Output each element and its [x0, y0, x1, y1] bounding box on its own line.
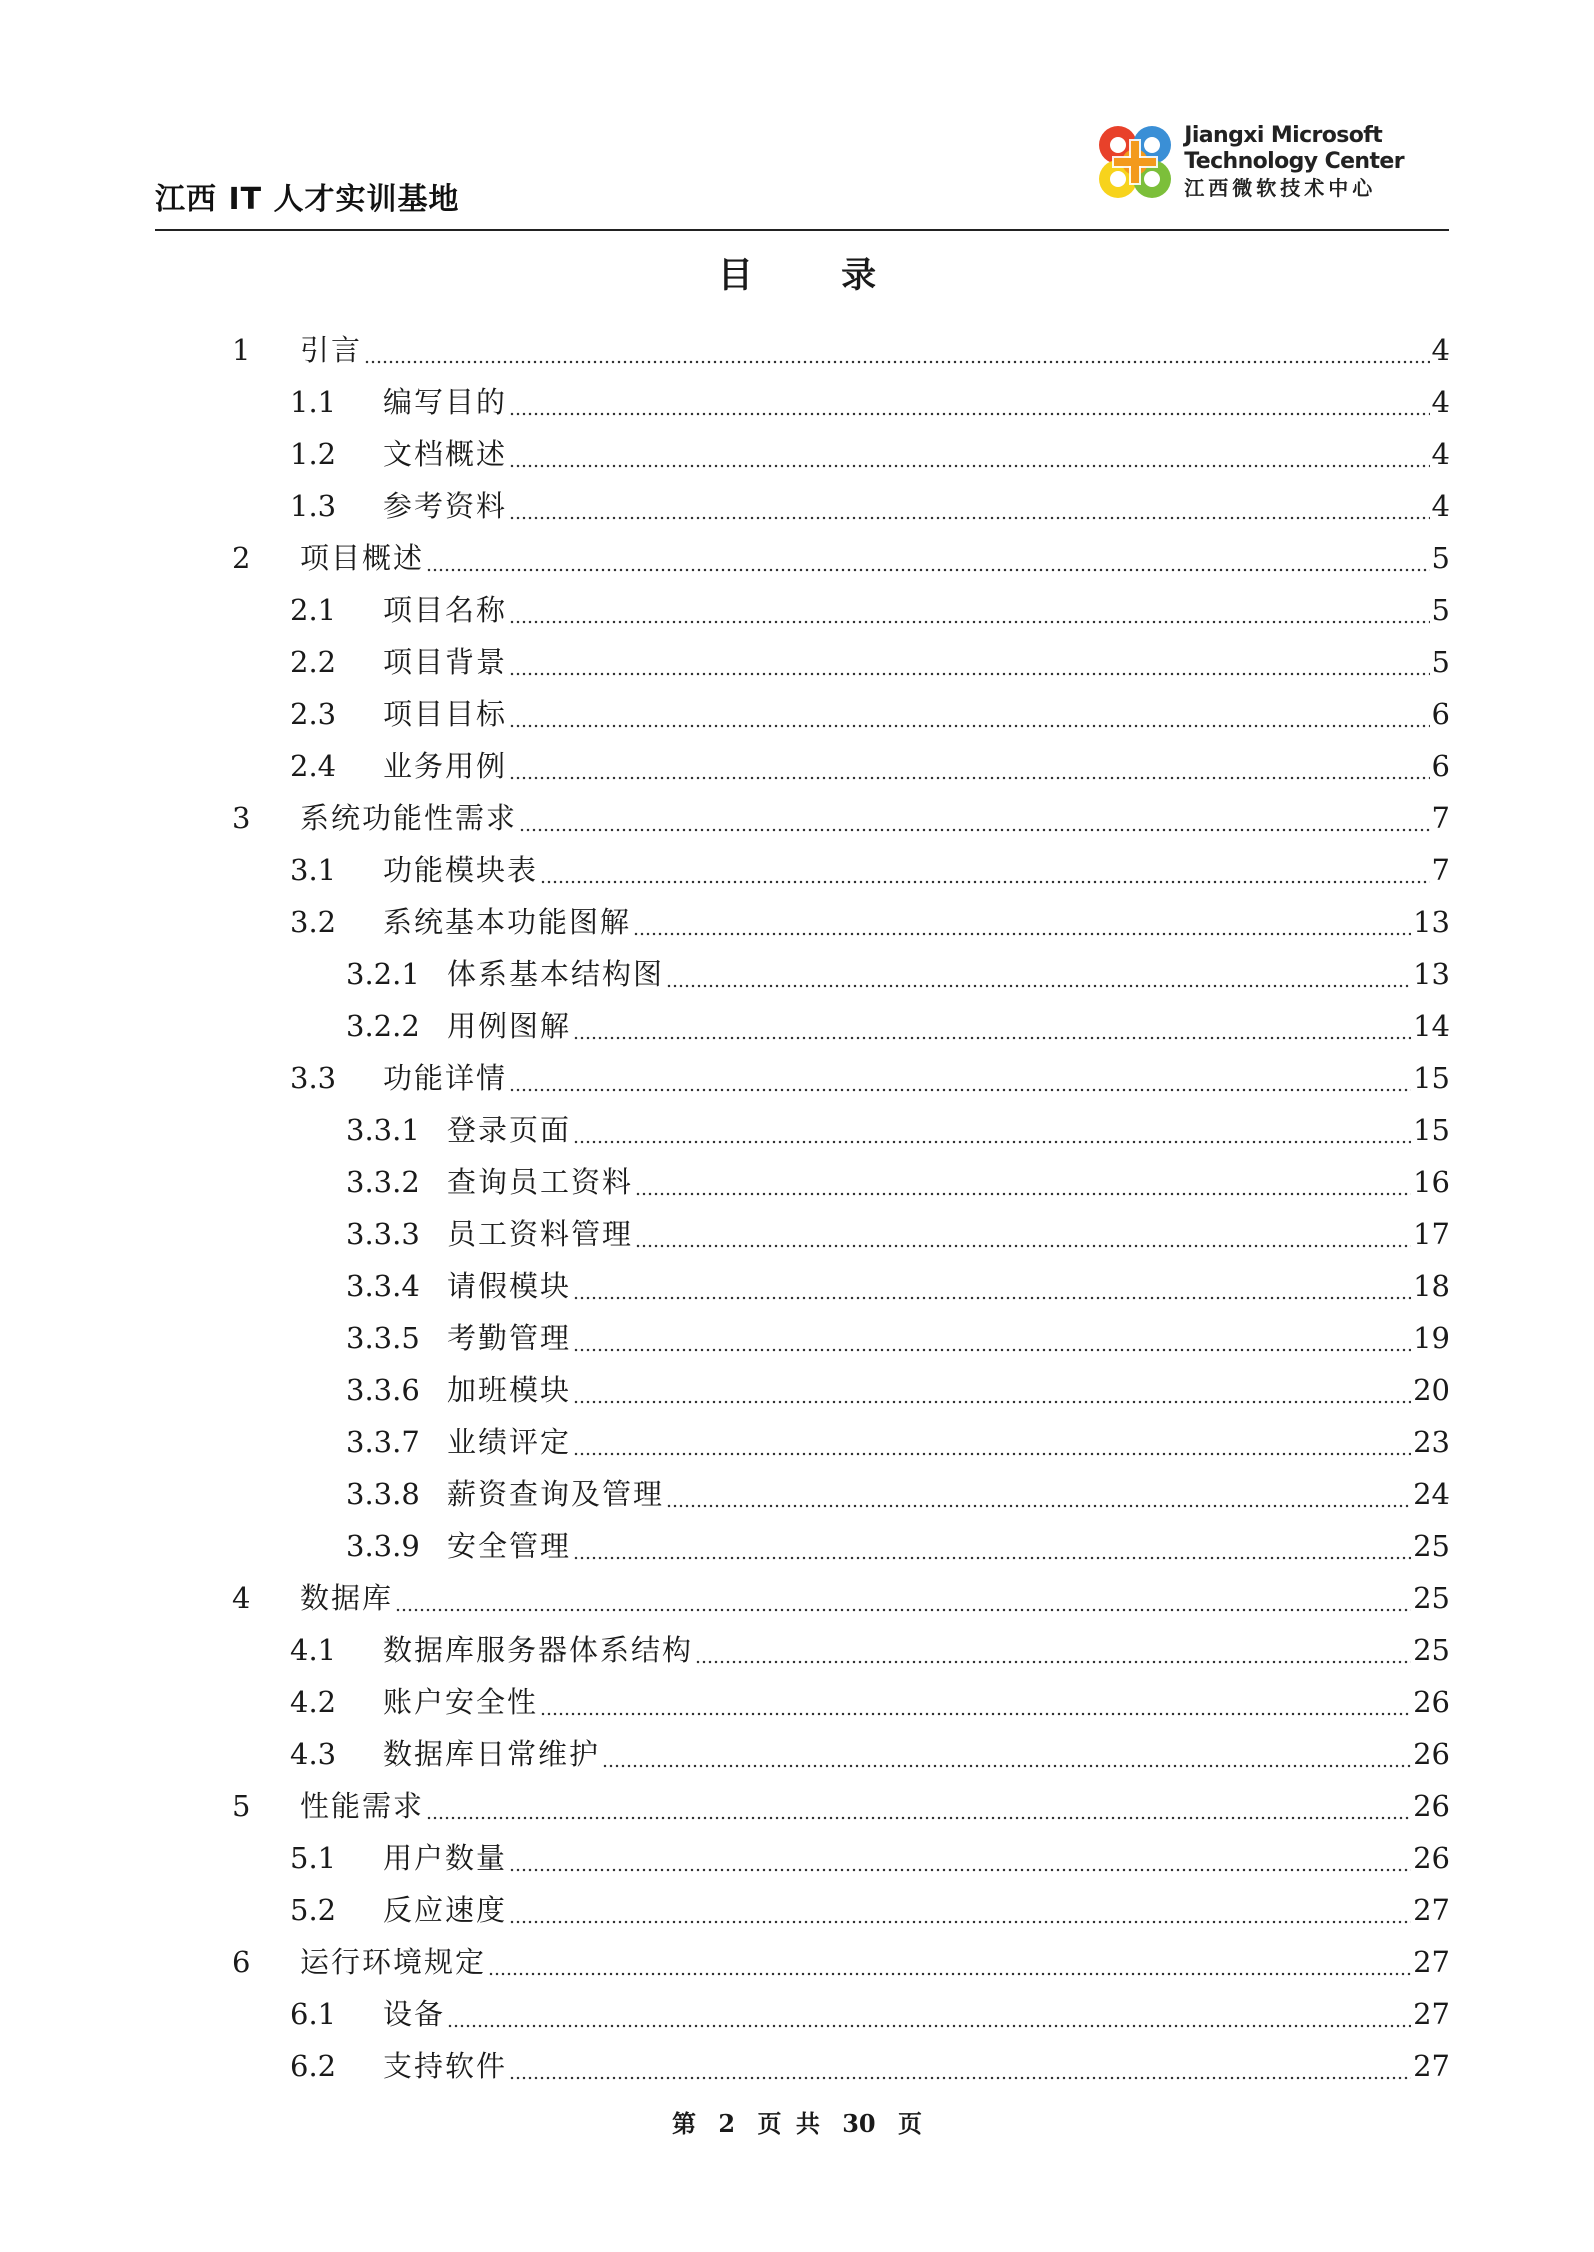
toc-entry-title[interactable]: 数据库日常维护	[383, 1737, 601, 1771]
toc-dot-leader	[573, 1008, 1411, 1044]
toc-dot-leader	[509, 1892, 1411, 1928]
toc-entry-page: 15	[1413, 1113, 1450, 1147]
toc-entry-page: 26	[1413, 1737, 1450, 1771]
toc-entry-title[interactable]: 用例图解	[447, 1009, 572, 1043]
page-footer	[0, 2104, 1594, 2139]
toc-entry-number: 5	[232, 1789, 251, 1823]
toc-entry[interactable]	[290, 836, 1450, 888]
toc-entry-page: 27	[1413, 2049, 1450, 2083]
toc-entry-page: 7	[1431, 801, 1450, 835]
toc-entry-page: 6	[1431, 697, 1450, 731]
toc-entry-title[interactable]: 系统功能性需求	[300, 801, 518, 835]
toc-dot-leader	[509, 696, 1430, 732]
microsoft-center-logo-icon	[1092, 119, 1178, 205]
toc-dot-leader	[426, 540, 1430, 576]
toc-dot-leader	[573, 1320, 1411, 1356]
toc-entry-title[interactable]: 考勤管理	[447, 1321, 572, 1355]
toc-entry-title[interactable]: 系统基本功能图解	[383, 905, 632, 939]
toc-entry-number: 3.3.3	[346, 1217, 420, 1251]
toc-entry-number: 5.2	[290, 1893, 337, 1927]
toc-entry[interactable]	[290, 1044, 1450, 1096]
toc-dot-leader	[509, 592, 1430, 628]
toc-entry[interactable]	[290, 368, 1450, 420]
toc-dot-leader	[602, 1736, 1411, 1772]
toc-entry-title[interactable]: 功能模块表	[383, 853, 539, 887]
toc-entry-number: 3.3.7	[346, 1425, 420, 1459]
toc-entry-number: 3.3.4	[346, 1269, 420, 1303]
footer-suffix: 页	[897, 2109, 922, 2138]
toc-entry-number: 2.3	[290, 697, 337, 731]
toc-dot-leader	[540, 852, 1430, 888]
footer-prefix: 第	[672, 2109, 697, 2138]
toc-entry[interactable]	[290, 472, 1450, 524]
toc-entry[interactable]	[232, 784, 1450, 836]
toc-dot-leader	[573, 1268, 1411, 1304]
toc-dot-leader	[666, 956, 1411, 992]
company-logo	[1092, 116, 1404, 208]
toc-dot-leader	[635, 1164, 1411, 1200]
toc-entry-page: 26	[1413, 1841, 1450, 1875]
toc-dot-leader	[695, 1632, 1411, 1668]
toc-entry-title[interactable]: 数据库	[300, 1581, 394, 1615]
toc-entry[interactable]	[290, 1720, 1450, 1772]
toc-entry-title[interactable]: 薪资查询及管理	[447, 1477, 665, 1511]
toc-entry[interactable]	[290, 732, 1450, 784]
logo-text	[1184, 123, 1404, 201]
toc-dot-leader	[509, 748, 1430, 784]
toc-entry-title[interactable]: 项目目标	[383, 697, 508, 731]
toc-entry-page: 25	[1413, 1581, 1450, 1615]
toc-dot-leader	[509, 1060, 1411, 1096]
toc-entry-number: 4.2	[290, 1685, 337, 1719]
toc-entry-page: 27	[1413, 1893, 1450, 1927]
toc-entry-page: 13	[1413, 957, 1450, 991]
toc-entry[interactable]	[346, 1512, 1450, 1564]
toc-entry-number: 3.3.1	[346, 1113, 420, 1147]
footer-total-pages: 30	[842, 2109, 876, 2138]
toc-entry-page: 24	[1413, 1477, 1450, 1511]
toc-dot-leader	[540, 1684, 1411, 1720]
toc-entry-title[interactable]: 功能详情	[383, 1061, 508, 1095]
toc-entry[interactable]	[346, 1408, 1450, 1460]
toc-entry-page: 5	[1431, 645, 1450, 679]
toc-entry-title[interactable]: 安全管理	[447, 1529, 572, 1563]
toc-dot-leader	[447, 1996, 1411, 2032]
toc-entry-number: 3.3	[290, 1061, 337, 1095]
toc-entry-number: 2.4	[290, 749, 337, 783]
toc-entry[interactable]	[290, 628, 1450, 680]
toc-entry-number: 5.1	[290, 1841, 337, 1875]
toc-entry-page: 5	[1431, 541, 1450, 575]
header-title: 江西 IT 人才实训基地	[155, 182, 460, 217]
toc-dot-leader	[635, 1216, 1411, 1252]
toc-dot-leader	[573, 1424, 1411, 1460]
toc-entry-number: 6	[232, 1945, 251, 1979]
toc-entry-page: 27	[1413, 1997, 1450, 2031]
footer-current-page: 2	[718, 2109, 736, 2138]
toc-entry-title[interactable]: 业绩评定	[447, 1425, 572, 1459]
toc-entry[interactable]	[346, 1200, 1450, 1252]
toc-entry[interactable]	[232, 1928, 1450, 1980]
toc-entry[interactable]	[346, 940, 1450, 992]
toc-entry-page: 15	[1413, 1061, 1450, 1095]
toc-entry-title[interactable]: 项目名称	[383, 593, 508, 627]
toc-entry-number: 3.2.2	[346, 1009, 420, 1043]
toc-entry[interactable]	[290, 1668, 1450, 1720]
toc-entry-number: 3.3.8	[346, 1477, 420, 1511]
toc-entry-number: 2.1	[290, 593, 337, 627]
toc-entry-title[interactable]: 项目概述	[300, 541, 425, 575]
toc-entry-title[interactable]: 设备	[383, 1997, 446, 2031]
toc-entry-number: 6.2	[290, 2049, 337, 2083]
toc-dot-leader	[666, 1476, 1411, 1512]
toc-dot-leader	[488, 1944, 1411, 1980]
toc-entry-title[interactable]: 账户安全性	[383, 1685, 539, 1719]
toc-entry-number: 3.1	[290, 853, 337, 887]
header-divider	[155, 229, 1449, 231]
toc-entry-number: 2.2	[290, 645, 337, 679]
toc-entry[interactable]	[232, 1564, 1450, 1616]
toc-entry[interactable]	[232, 524, 1450, 576]
toc-entry-title[interactable]: 数据库服务器体系结构	[383, 1633, 694, 1667]
toc-entry[interactable]	[346, 1460, 1450, 1512]
toc-entry[interactable]	[346, 1252, 1450, 1304]
toc-entry-page: 26	[1413, 1685, 1450, 1719]
toc-entry-number: 4.3	[290, 1737, 337, 1771]
toc-dot-leader	[426, 1788, 1411, 1824]
logo-line-2: Technology Center	[1184, 149, 1404, 174]
toc-entry[interactable]	[290, 1616, 1450, 1668]
toc-entry[interactable]	[346, 1304, 1450, 1356]
toc-entry[interactable]	[346, 1356, 1450, 1408]
toc-dot-leader	[509, 2048, 1411, 2084]
toc-entry-number: 3.2	[290, 905, 337, 939]
toc-entry-page: 27	[1413, 1945, 1450, 1979]
toc-entry[interactable]	[290, 576, 1450, 628]
toc-entry-number: 1.1	[290, 385, 337, 419]
toc-entry-page: 16	[1413, 1165, 1450, 1199]
logo-line-3: 江西微软技术中心	[1184, 176, 1377, 200]
toc-entry-title[interactable]: 项目背景	[383, 645, 508, 679]
toc-entry-page: 20	[1413, 1373, 1450, 1407]
toc-entry-title[interactable]: 性能需求	[300, 1789, 425, 1823]
toc-entry-title[interactable]: 参考资料	[383, 489, 508, 523]
toc-dot-leader	[573, 1372, 1411, 1408]
toc-entry-title[interactable]: 编写目的	[383, 385, 508, 419]
toc-entry[interactable]	[346, 1096, 1450, 1148]
toc-entry[interactable]	[290, 888, 1450, 940]
toc-heading: 目 录	[717, 256, 915, 296]
toc-entry-title[interactable]: 体系基本结构图	[447, 957, 665, 991]
toc-entry[interactable]	[232, 316, 1450, 368]
toc-entry[interactable]	[290, 420, 1450, 472]
toc-entry[interactable]	[290, 1824, 1450, 1876]
toc-entry-number: 3	[232, 801, 251, 835]
toc-dot-leader	[573, 1528, 1411, 1564]
toc-entry-title[interactable]: 运行环境规定	[300, 1945, 487, 1979]
toc-entry-title[interactable]: 用户数量	[383, 1841, 508, 1875]
toc-entry[interactable]	[290, 680, 1450, 732]
toc-dot-leader	[509, 384, 1430, 420]
toc-dot-leader	[364, 332, 1430, 368]
footer-middle: 页 共	[757, 2109, 820, 2138]
toc-dot-leader	[509, 1840, 1411, 1876]
toc-entry-number: 3.3.2	[346, 1165, 420, 1199]
toc-entry[interactable]	[232, 1772, 1450, 1824]
page-header	[155, 110, 1449, 230]
toc-entry-title[interactable]: 文档概述	[383, 437, 508, 471]
toc-dot-leader	[519, 800, 1430, 836]
toc-entry[interactable]	[290, 2032, 1450, 2084]
toc-entry-page: 4	[1431, 489, 1450, 523]
toc-entry-page: 4	[1431, 333, 1450, 367]
toc-entry-title[interactable]: 反应速度	[383, 1893, 508, 1927]
toc-dot-leader	[573, 1112, 1411, 1148]
toc-dot-leader	[509, 436, 1430, 472]
toc-entry-page: 25	[1413, 1529, 1450, 1563]
toc-entry-number: 3.2.1	[346, 957, 420, 991]
toc-entry[interactable]	[290, 1876, 1450, 1928]
toc-entry-title[interactable]: 员工资料管理	[447, 1217, 634, 1251]
toc-entry-page: 18	[1413, 1269, 1450, 1303]
toc-dot-leader	[395, 1580, 1411, 1616]
toc-dot-leader	[509, 488, 1430, 524]
toc-entry-page: 5	[1431, 593, 1450, 627]
toc-entry-page: 19	[1413, 1321, 1450, 1355]
toc-entry-title[interactable]: 支持软件	[383, 2049, 508, 2083]
toc-dot-leader	[509, 644, 1430, 680]
toc-entry-number: 1.2	[290, 437, 337, 471]
toc-entry-page: 25	[1413, 1633, 1450, 1667]
toc-entry[interactable]	[346, 992, 1450, 1044]
toc-entry-page: 13	[1413, 905, 1450, 939]
toc-entry-number: 4.1	[290, 1633, 337, 1667]
toc-entry-title[interactable]: 引言	[300, 333, 363, 367]
toc-entry-title[interactable]: 加班模块	[447, 1373, 572, 1407]
toc-entry-page: 17	[1413, 1217, 1450, 1251]
toc-entry-number: 1	[232, 333, 251, 367]
toc-entry-page: 7	[1431, 853, 1450, 887]
toc-entry-title[interactable]: 查询员工资料	[447, 1165, 634, 1199]
toc-entry-page: 6	[1431, 749, 1450, 783]
toc-entry-number: 3.3.6	[346, 1373, 420, 1407]
toc-entry-number: 3.3.5	[346, 1321, 420, 1355]
toc-entry-number: 3.3.9	[346, 1529, 420, 1563]
toc-entry-title[interactable]: 登录页面	[447, 1113, 572, 1147]
toc-entry-number: 2	[232, 541, 251, 575]
logo-line-1: Jiangxi Microsoft	[1184, 123, 1383, 148]
toc-entry-page: 14	[1413, 1009, 1450, 1043]
toc-entry[interactable]	[346, 1148, 1450, 1200]
toc-entry-title[interactable]: 业务用例	[383, 749, 508, 783]
toc-dot-leader	[633, 904, 1411, 940]
toc-entry-page: 26	[1413, 1789, 1450, 1823]
toc-entry-number: 6.1	[290, 1997, 337, 2031]
toc-entry-title[interactable]: 请假模块	[447, 1269, 572, 1303]
toc-entry-page: 4	[1431, 385, 1450, 419]
toc-entry-number: 4	[232, 1581, 251, 1615]
toc-entry-page: 4	[1431, 437, 1450, 471]
toc-entry[interactable]	[290, 1980, 1450, 2032]
toc-entry-page: 23	[1413, 1425, 1450, 1459]
toc-entry-number: 1.3	[290, 489, 337, 523]
